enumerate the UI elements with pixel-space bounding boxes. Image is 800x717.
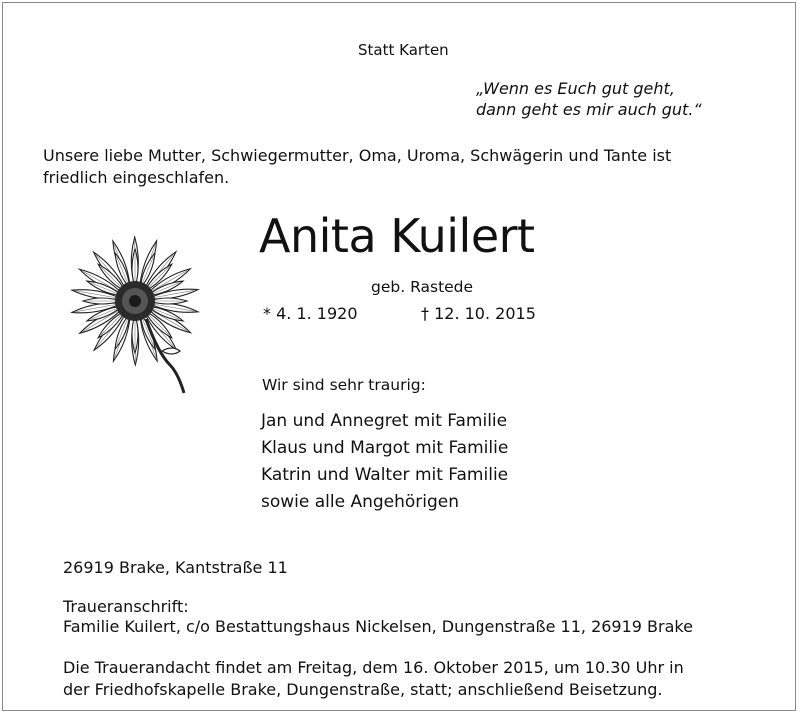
- deceased-name: Anita Kuilert: [259, 209, 535, 263]
- sunflower-leaf: [162, 348, 180, 354]
- mourner-entry: sowie alle Angehörigen: [261, 489, 508, 516]
- obituary-notice: [2, 2, 796, 711]
- mourner-entry: Katrin und Walter mit Familie: [261, 462, 508, 489]
- mourners-intro: Wir sind sehr traurig:: [262, 376, 426, 394]
- service-line: Die Trauerandacht findet am Freitag, dem 16. Oktober 2015, um 10.30 Uhr in: [63, 657, 743, 679]
- death-date: † 12. 10. 2015: [421, 304, 536, 323]
- mourning-address-label: Traueranschrift:: [63, 597, 189, 617]
- birth-date: * 4. 1. 1920: [263, 304, 358, 323]
- place-address: 26919 Brake, Kantstraße 11: [63, 558, 288, 577]
- service-info: [63, 657, 743, 701]
- motto-line: dann geht es mir auch gut.“: [476, 99, 702, 120]
- intro-line: Unsere liebe Mutter, Schwiegermutter, Oma, Uroma, Schwägerin und Tante ist: [43, 145, 743, 167]
- birth-name: geb. Rastede: [371, 278, 473, 296]
- mourners-list: [261, 408, 508, 516]
- mourning-address: Familie Kuilert, c/o Bestattungshaus Nickelsen, Dungenstraße 11, 26919 Brake: [63, 617, 693, 636]
- mourner-entry: Klaus und Margot mit Familie: [261, 435, 508, 462]
- sunflower-icon: [58, 233, 208, 408]
- service-line: der Friedhofskapelle Brake, Dungenstraße, statt; anschließend Beisetzung.: [63, 679, 743, 701]
- motto-line: „Wenn es Euch gut geht,: [476, 78, 702, 99]
- motto-quote: [476, 78, 702, 120]
- header-text: Statt Karten: [358, 41, 449, 59]
- mourner-entry: Jan und Annegret mit Familie: [261, 408, 508, 435]
- intro-line: friedlich eingeschlafen.: [43, 167, 743, 189]
- intro-text: [43, 145, 743, 189]
